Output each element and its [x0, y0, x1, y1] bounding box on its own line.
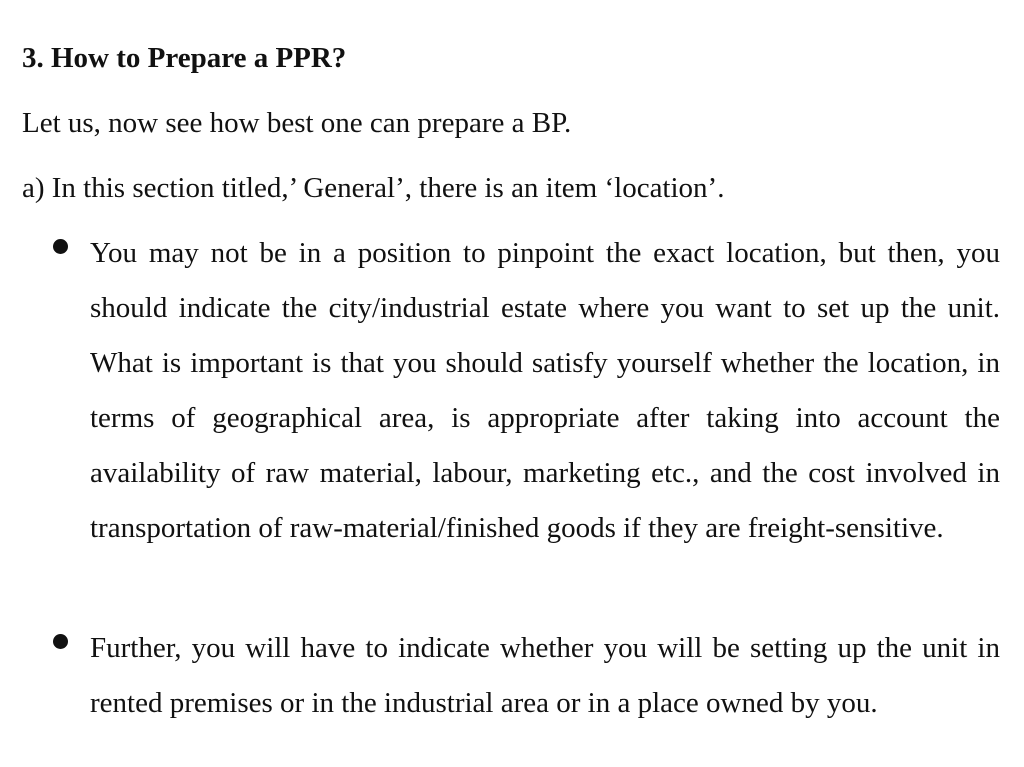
bullet-text-location: You may not be in a position to pinpoint the exact location, but then, you should indicate the city/industrial estate where you want to set up the unit. What is important is that you should satisfy yourself whether the location, in terms of geographical area, is appropriate after taking into account the availability of raw material, labour, marketing etc., and the cost involved in transportation of raw-material/finished goods if they are freight-sensitive.	[90, 237, 1000, 544]
section-heading: 3. How to Prepare a PPR?	[22, 42, 347, 74]
item-a-paragraph: a) In this section titled,’ General’, there is an item ‘location’.	[22, 172, 725, 204]
bullet-icon	[53, 239, 68, 254]
intro-paragraph: Let us, now see how best one can prepare a BP.	[22, 107, 572, 139]
bullet-text-premises: Further, you will have to indicate whether you will be setting up the unit in rented premises or in the industrial area or in a place owned by you.	[90, 632, 1000, 719]
bullet-icon	[53, 634, 68, 649]
